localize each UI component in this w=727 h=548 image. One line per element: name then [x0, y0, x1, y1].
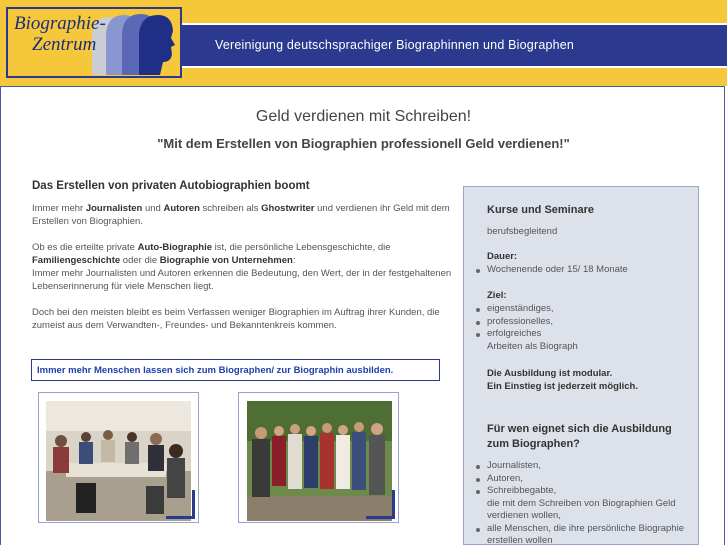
list-item: Wochenende oder 15/ 18 Monate	[473, 264, 628, 277]
sidebar-modular-note: Die Ausbildung ist modular. Ein Einstieg ist jederzeit möglich.	[487, 368, 638, 392]
header-tagline: Vereinigung deutschsprachiger Biographinnen und Biographen	[215, 38, 575, 52]
site-header	[0, 0, 727, 86]
sidebar-dauer-list	[473, 264, 628, 277]
logo-text-line1: Biographie-	[14, 13, 106, 34]
training-link-box[interactable]	[31, 359, 440, 381]
intro-paragraph-3: Doch bei den meisten bleibt es beim Verfassen weniger Biographien im Auftrag ihrer Kunden, die zumeist aus dem Verwandten-, Freundes- und Bekanntenkreis kommen.	[32, 307, 440, 331]
list-item: Autoren,	[473, 473, 684, 486]
list-item-continuation: verdienen wollen,	[487, 510, 561, 521]
sidebar-dauer-label: Dauer:	[487, 251, 518, 262]
sidebar-heading-courses: Kurse und Seminare	[487, 204, 594, 216]
list-item-continuation: erstellen wollen	[487, 535, 553, 546]
sidebar-berufsbegleitend: berufsbegleitend	[487, 226, 558, 237]
sidebar-heading-audience: Für wen eignet sich die Ausbildung zum Biographen?	[487, 423, 672, 450]
site-logo[interactable]	[6, 7, 182, 78]
page-title: Geld verdienen mit Schreiben!	[255, 108, 472, 125]
list-item-continuation: die mit dem Schreiben von Biographien Geld	[487, 497, 676, 509]
photo-corner-decoration	[366, 490, 395, 519]
sidebar-ziel-label: Ziel:	[487, 290, 507, 301]
intro-paragraph-1: Immer mehr Journalisten und Autoren schreiben als Ghostwriter und verdienen ihr Geld mit dem Erstellen von Biographien.	[32, 203, 450, 227]
sidebar-ziel-list	[473, 303, 578, 353]
list-item: eigenständiges,	[473, 303, 578, 316]
sidebar-audience-list	[473, 460, 684, 548]
logo-text-line2: Zentrum	[32, 34, 97, 55]
training-link[interactable]: Immer mehr Menschen lassen sich zum Biographen/ zur Biographin ausbilden.	[37, 365, 394, 376]
header-banner	[182, 23, 727, 68]
photo-corner-decoration	[166, 490, 195, 519]
page-subtitle: "Mit dem Erstellen von Biographien professionell Geld verdienen!"	[157, 136, 570, 151]
section-heading: Das Erstellen von privaten Autobiographien boomt	[32, 180, 310, 192]
list-item: Schreibbegabte,	[473, 485, 684, 498]
list-item: professionelles,	[473, 316, 578, 329]
list-item: Journalisten,	[473, 460, 684, 473]
photo-frame-seminar	[38, 392, 199, 523]
photo-frame-group	[238, 392, 399, 523]
list-item: erfolgreiches	[473, 328, 578, 341]
list-item: alle Menschen, die ihre persönliche Biographie	[473, 523, 684, 536]
intro-paragraph-2: Ob es die erteilte private Auto-Biographie ist, die persönliche Lebensgeschichte, die Familiengeschichte oder die Biographie von Unternehmen: Immer mehr Journalisten und Autoren erkennen die Bedeutung, den Wert, der in der festgehaltenen Lebenserinnerung für viele Menschen liegt.	[32, 242, 452, 292]
list-item-continuation: Arbeiten als Biograph	[487, 340, 578, 352]
